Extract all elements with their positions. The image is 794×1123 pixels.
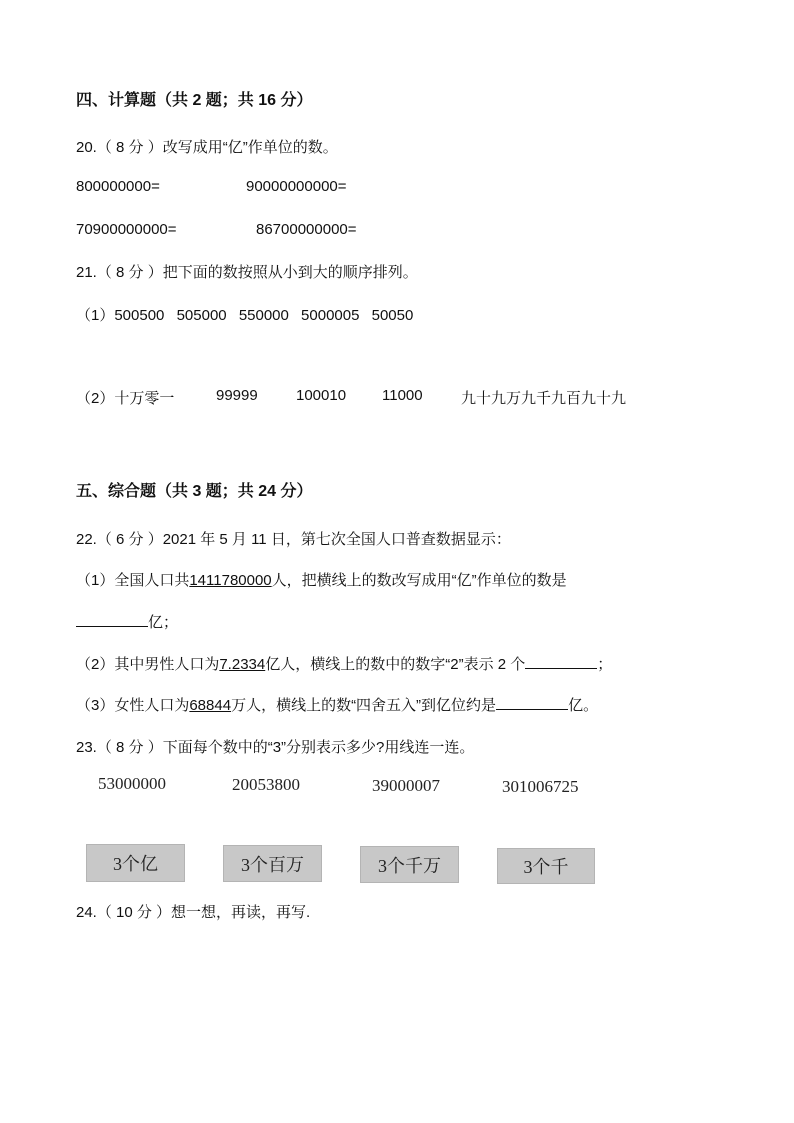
q22-part-3-text-2: 万人，横线上的数“四舍五入”到亿位约是: [231, 697, 497, 714]
q21-number: 505000: [176, 307, 227, 324]
q22-part-3-tail: 亿。: [568, 697, 599, 714]
q21-number: 50050: [371, 307, 414, 324]
q23-number[interactable]: 53000000: [98, 774, 166, 793]
question-24-stem: 24.（ 10 分 ）想一想，再读，再写.: [76, 904, 311, 921]
q20-item-4: 86700000000=: [256, 221, 357, 238]
q21-number: 100010: [296, 387, 347, 404]
q22-part-2-number: 7.2334: [219, 656, 266, 673]
q22-part-3-text: （3）女性人口为: [76, 697, 190, 714]
q23-choice-box[interactable]: 3个千万: [360, 846, 459, 883]
q22-part-2-text: （2）其中男性人口为: [76, 656, 220, 673]
question-22-stem: 22.（ 6 分 ）2021 年 5 月 11 日，第七次全国人口普查数据显示：: [76, 531, 511, 548]
q22-part-2-text-2: 亿人，横线上的数中的数字“2”表示 2 个: [265, 656, 526, 673]
q22-part-1-tail: 亿；: [148, 614, 179, 631]
q22-part-1: [76, 569, 567, 590]
q23-choice-box[interactable]: 3个亿: [86, 844, 185, 882]
q22-part-1-text: （1）全国人口共: [76, 572, 190, 589]
question-20-stem: 20.（ 8 分 ）改写成用“亿”作单位的数。: [76, 139, 338, 156]
q23-number[interactable]: 20053800: [232, 775, 300, 794]
q21-part-2-label: （2）: [76, 390, 115, 407]
q22-part-1-number: 1411780000: [189, 572, 272, 589]
q21-number: 十万零一: [114, 390, 175, 407]
section-4-heading: 四、计算题（共 2 题；共 16 分）: [76, 92, 313, 109]
q22-part-2-tail: ；: [597, 656, 613, 673]
q20-item-1: 800000000=: [76, 178, 160, 195]
q20-item-3: 70900000000=: [76, 221, 177, 238]
answer-blank[interactable]: [525, 654, 597, 669]
q21-number: 500500: [114, 307, 165, 324]
q23-choice-box[interactable]: 3个千: [497, 848, 595, 884]
q22-part-3: [76, 694, 598, 715]
q23-number[interactable]: 301006725: [502, 777, 579, 796]
answer-blank[interactable]: [496, 695, 568, 710]
q20-item-2: 90000000000=: [246, 178, 347, 195]
q21-part-1: [76, 304, 413, 325]
answer-blank[interactable]: [76, 612, 148, 627]
q21-number: 99999: [216, 387, 258, 404]
q21-part-2: [76, 387, 174, 408]
q22-part-1-answer: [76, 611, 178, 632]
q23-number[interactable]: 39000007: [372, 776, 440, 795]
q23-choice-box[interactable]: 3个百万: [223, 845, 322, 882]
q22-part-2: [76, 653, 612, 674]
q21-number: 550000: [238, 307, 289, 324]
q22-part-3-number: 68844: [189, 697, 232, 714]
question-23-stem: 23.（ 8 分 ）下面每个数中的“3”分别表示多少?用线连一连。: [76, 739, 475, 756]
q21-part-1-label: （1）: [76, 307, 115, 324]
q21-number: 11000: [382, 387, 423, 404]
q22-part-1-text-2: 人，把横线上的数改写成用“亿”作单位的数是: [271, 572, 567, 589]
q21-number: 九十九万九千九百九十九: [461, 390, 627, 407]
q21-number: 5000005: [301, 307, 360, 324]
question-21-stem: 21.（ 8 分 ）把下面的数按照从小到大的顺序排列。: [76, 264, 418, 281]
section-5-heading: 五、综合题（共 3 题；共 24 分）: [76, 483, 313, 500]
